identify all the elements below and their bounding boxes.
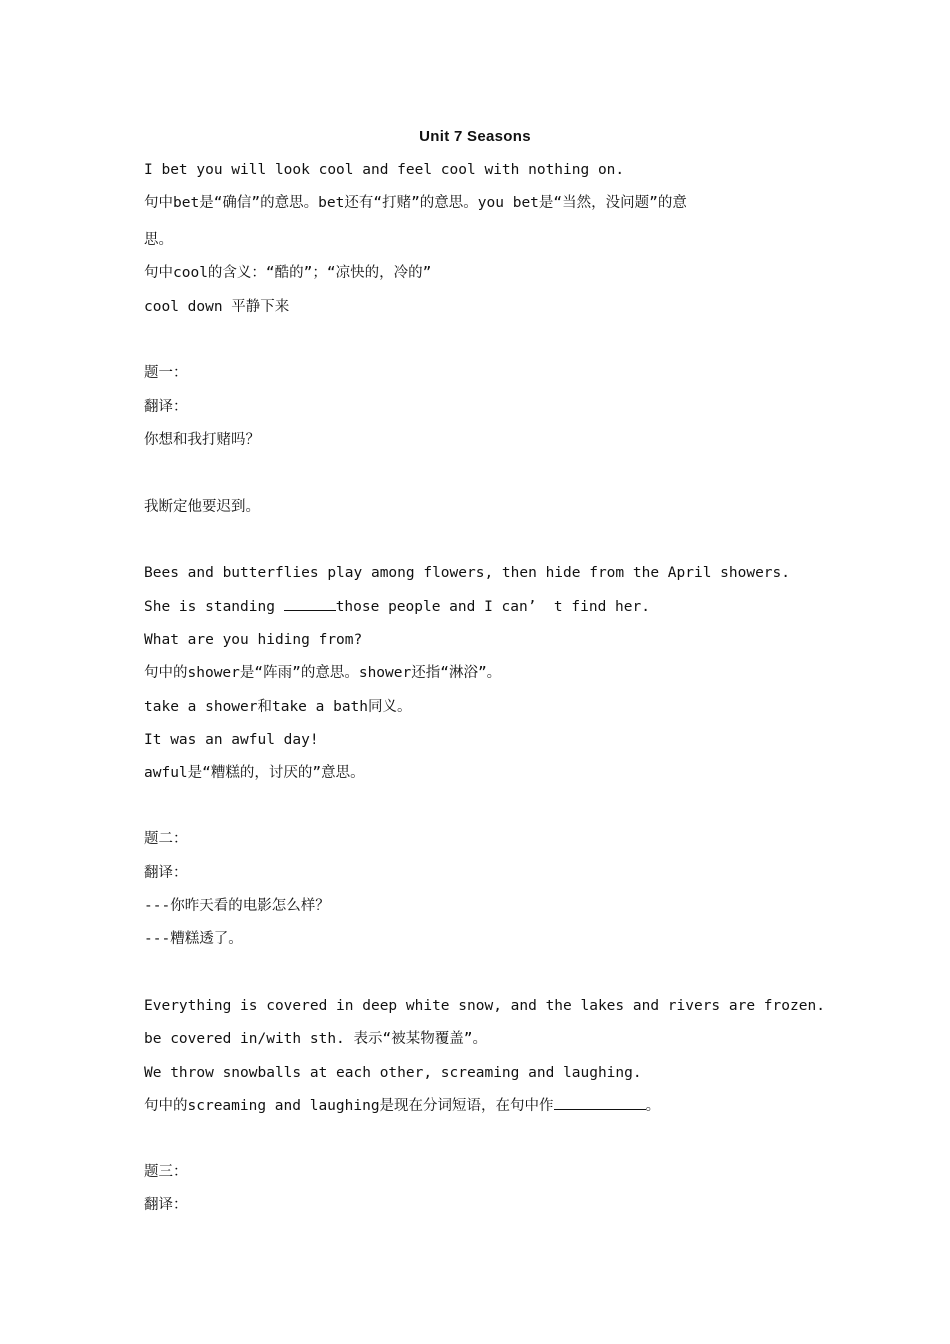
fill-in-blank bbox=[284, 596, 336, 611]
text-line: It was an awful day! bbox=[144, 732, 319, 748]
text-line-with-blank bbox=[144, 1095, 814, 1117]
document-title: Unit 7 Seasons bbox=[419, 128, 531, 145]
text-line: I bet you will look cool and feel cool with nothing on. bbox=[144, 162, 625, 178]
text-line: 我断定他要迟到。 bbox=[144, 499, 260, 515]
text-segment: those people and I can’ t find her. bbox=[335, 599, 650, 615]
text-segment: 。 bbox=[645, 1098, 661, 1114]
text-line: be covered in/with sth. 表示“被某物覆盖”。 bbox=[144, 1031, 487, 1047]
text-line: 句中的shower是“阵雨”的意思。shower还指“淋浴”。 bbox=[144, 665, 502, 681]
text-segment: 句中的screaming and laughing是现在分词短语，在句中作 bbox=[144, 1098, 554, 1114]
text-line: ---糟糕透了。 bbox=[144, 931, 243, 947]
text-line: Everything is covered in deep white snow, and the lakes and rivers are frozen. bbox=[144, 998, 825, 1014]
text-line: Bees and butterflies play among flowers, then hide from the April showers. bbox=[144, 565, 791, 581]
text-line: awful是“糟糕的，讨厌的”意思。 bbox=[144, 765, 365, 781]
exercise-heading: 题三： bbox=[144, 1164, 188, 1180]
text-line: 句中cool的含义：“酷的”；“凉快的，冷的” bbox=[144, 265, 432, 281]
exercise-label: 翻译： bbox=[144, 1197, 188, 1213]
text-line: ---你昨天看的电影怎么样？ bbox=[144, 898, 330, 914]
text-line: cool down 平静下来 bbox=[144, 299, 290, 315]
text-line-with-blank bbox=[144, 596, 814, 618]
text-line: 你想和我打赌吗？ bbox=[144, 432, 260, 448]
text-line: What are you hiding from? bbox=[144, 632, 363, 648]
fill-in-blank bbox=[554, 1095, 646, 1110]
exercise-label: 翻译： bbox=[144, 399, 188, 415]
text-segment: She is standing bbox=[144, 599, 284, 615]
exercise-label: 翻译： bbox=[144, 865, 188, 881]
text-line: We throw snowballs at each other, screaming and laughing. bbox=[144, 1065, 642, 1081]
exercise-heading: 题一： bbox=[144, 365, 188, 381]
text-line: 思。 bbox=[144, 232, 173, 248]
exercise-heading: 题二： bbox=[144, 831, 188, 847]
text-line: take a shower和take a bath同义。 bbox=[144, 699, 412, 715]
text-line: 句中bet是“确信”的意思。bet还有“打赌”的意思。you bet是“当然，没问题”的意 bbox=[144, 195, 687, 211]
